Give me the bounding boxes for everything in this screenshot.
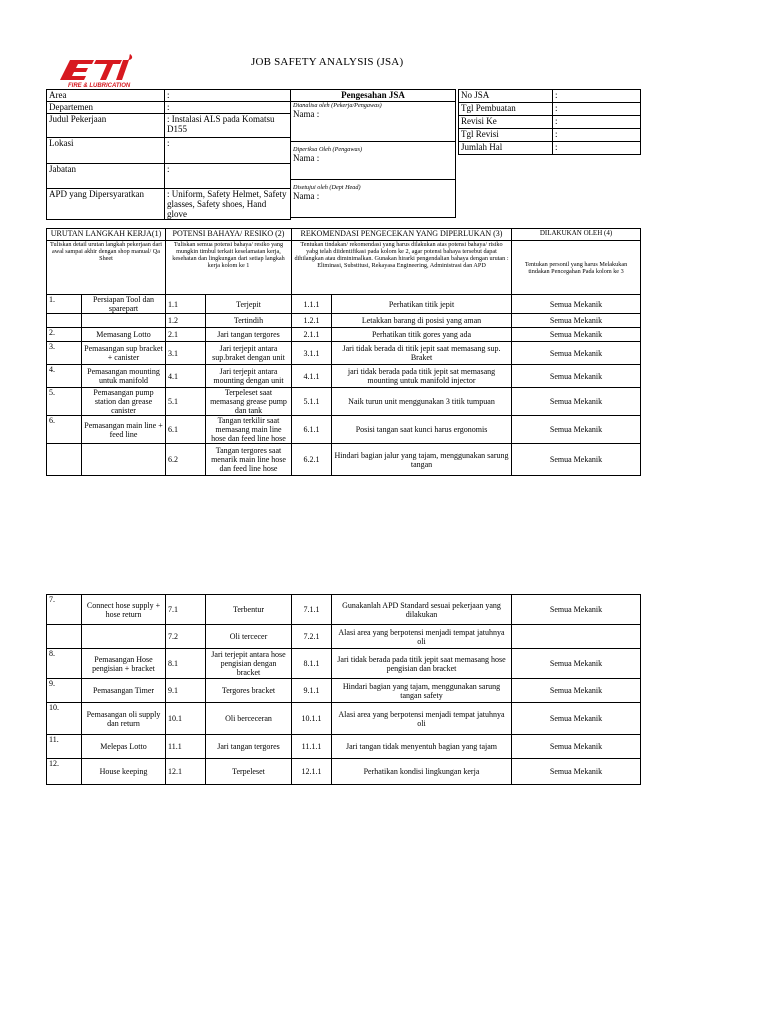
- recommendation-number: 6.1.1: [292, 416, 332, 444]
- recommendation-text: Alasi area yang berpotensi menjadi tempat jatuhnya oli: [332, 625, 512, 649]
- hazard-description: Jari tangan tergores: [206, 735, 292, 759]
- step-number: 6.: [47, 416, 82, 444]
- meta-label: Jumlah Hal: [459, 142, 553, 155]
- step-number: [47, 444, 82, 476]
- performed-by: Semua Mekanik: [512, 365, 641, 388]
- step-number: 9.: [47, 679, 82, 703]
- recommendation-number: 9.1.1: [292, 679, 332, 703]
- approval-block-analyzed: [291, 102, 456, 142]
- table-row: [47, 444, 641, 476]
- approval-block-approved: [291, 180, 456, 218]
- meta-value: :: [553, 142, 641, 155]
- performed-by: Semua Mekanik: [512, 735, 641, 759]
- info-label: APD yang Dipersyaratkan: [47, 189, 165, 220]
- table-row: [47, 314, 641, 328]
- info-label: Area: [47, 90, 165, 102]
- recommendation-text: Naik turun unit menggunakan 3 titik tumpuan: [332, 388, 512, 416]
- step-description: Memasang Lotto: [82, 328, 166, 342]
- step-description: Pemasangan Timer: [82, 679, 166, 703]
- table-row: [47, 595, 641, 625]
- table-row: [47, 703, 641, 735]
- approval-caption: Dianalisa oleh (Pekerja/Pengawas): [293, 102, 382, 109]
- meta-value: :: [553, 129, 641, 142]
- step-description: Connect hose supply + hose return: [82, 595, 166, 625]
- recommendation-text: Hindari bagian yang tajam, menggunakan sarung tangan safety: [332, 679, 512, 703]
- hazard-number: 5.1: [166, 388, 206, 416]
- approval-name-label: Nama :: [293, 109, 320, 119]
- hazard-description: Jari terjepit antara sup.braket dengan unit: [206, 342, 292, 365]
- eti-logo: [60, 54, 140, 90]
- info-value: :: [165, 164, 291, 189]
- recommendation-number: 2.1.1: [292, 328, 332, 342]
- recommendation-number: 12.1.1: [292, 759, 332, 785]
- hazard-description: Terpeleset: [206, 759, 292, 785]
- step-description: [82, 625, 166, 649]
- hazard-description: Jari tangan tergores: [206, 328, 292, 342]
- info-label: Jabatan: [47, 164, 165, 189]
- performed-by: Semua Mekanik: [512, 388, 641, 416]
- approval-caption: Diperiksa Oleh (Pengawas): [293, 146, 363, 153]
- column-header-hazards: POTENSI BAHAYA/ RESIKO (2): [166, 229, 292, 241]
- hazard-number: 7.2: [166, 625, 206, 649]
- step-number: 11.: [47, 735, 82, 759]
- hazard-description: Terpeleset saat memasang grease pump dan tank: [206, 388, 292, 416]
- meta-value: :: [553, 116, 641, 129]
- meta-label: Tgl Pembuatan: [459, 103, 553, 116]
- meta-label: No JSA: [459, 90, 553, 103]
- recommendation-text: Jari tidak berada pada titik jepit saat memasang hose pengisian dan bracket: [332, 649, 512, 679]
- meta-label: Tgl Revisi: [459, 129, 553, 142]
- hazard-number: 9.1: [166, 679, 206, 703]
- recommendation-text: Jari tidak berada di titik jepit saat memasang sup. Braket: [332, 342, 512, 365]
- table-row: [47, 365, 641, 388]
- step-number: 4.: [47, 365, 82, 388]
- step-description: Persiapan Tool dan sparepart: [82, 295, 166, 314]
- performed-by: Semua Mekanik: [512, 314, 641, 328]
- info-value: :: [165, 102, 291, 114]
- meta-value: :: [553, 103, 641, 116]
- step-number: 2.: [47, 328, 82, 342]
- jsa-table: [46, 228, 641, 476]
- hazard-number: 6.1: [166, 416, 206, 444]
- meta-table: [458, 89, 641, 155]
- hazard-number: 4.1: [166, 365, 206, 388]
- hazard-number: 8.1: [166, 649, 206, 679]
- hazard-description: Tertindih: [206, 314, 292, 328]
- column-desc-steps: Tuliskan detail urutan langkah pekerjaan dari awal sampai akhir dengan shop manual/ Qa Sheet: [47, 241, 166, 295]
- table-row: [47, 735, 641, 759]
- column-desc-performed-by: Tentukan personil yang harus Melakukan tindakan Pencegahan Pada kolom ke 3: [512, 241, 641, 295]
- recommendation-number: 5.1.1: [292, 388, 332, 416]
- hazard-description: Oli berceceran: [206, 703, 292, 735]
- performed-by: Semua Mekanik: [512, 342, 641, 365]
- performed-by: Semua Mekanik: [512, 703, 641, 735]
- info-value: :: [165, 90, 291, 102]
- recommendation-text: Hindari bagian jalur yang tajam, menggunakan sarung tangan: [332, 444, 512, 476]
- recommendation-text: Perhatikan titik gores yang ada: [332, 328, 512, 342]
- column-desc-hazards: Tuliskan semua potensi bahaya/ resiko yang mungkin timbul terkait keselamatan kerja, kesehatan dan lingkungan dari setiap langkah kerja kolom ke 1: [166, 241, 292, 295]
- approval-table: [290, 89, 456, 218]
- recommendation-text: Jari tangan tidak menyentuh bagian yang tajam: [332, 735, 512, 759]
- step-description: House keeping: [82, 759, 166, 785]
- hazard-description: Terbentur: [206, 595, 292, 625]
- approval-block-checked: [291, 142, 456, 180]
- recommendation-text: Perhatikan titik jepit: [332, 295, 512, 314]
- step-number: 8.: [47, 649, 82, 679]
- step-description: [82, 444, 166, 476]
- meta-value: :: [553, 90, 641, 103]
- step-number: 10.: [47, 703, 82, 735]
- step-number: 12.: [47, 759, 82, 785]
- column-header-performed-by: DILAKUKAN OLEH (4): [512, 229, 641, 241]
- recommendation-text: Alasi area yang berpotensi menjadi tempat jatuhnya oli: [332, 703, 512, 735]
- approval-header: Pengesahan JSA: [291, 90, 456, 102]
- hazard-number: 1.2: [166, 314, 206, 328]
- table-row: [47, 388, 641, 416]
- hazard-description: Terjepit: [206, 295, 292, 314]
- step-description: Pemasangan mounting untuk manifold: [82, 365, 166, 388]
- jsa-table-continued: [46, 594, 641, 785]
- hazard-description: Tergores bracket: [206, 679, 292, 703]
- approval-caption: Disetujui oleh (Dept Head): [293, 184, 361, 191]
- table-row: [47, 328, 641, 342]
- table-row: [47, 295, 641, 314]
- recommendation-number: 11.1.1: [292, 735, 332, 759]
- recommendation-text: Letakkan barang di posisi yang aman: [332, 314, 512, 328]
- info-value: : Uniform, Safety Helmet, Safety glasses, Safety shoes, Hand glove: [165, 189, 291, 220]
- recommendation-text: Perhatikan kondisi lingkungan kerja: [332, 759, 512, 785]
- hazard-description: Jari terjepit antara hose pengisian dengan bracket: [206, 649, 292, 679]
- hazard-description: Jari terjepit antara mounting dengan unit: [206, 365, 292, 388]
- info-table: [46, 89, 291, 220]
- table-row: [47, 679, 641, 703]
- step-description: Pemasangan oli supply dan return: [82, 703, 166, 735]
- info-label: Departemen: [47, 102, 165, 114]
- meta-label: Revisi Ke: [459, 116, 553, 129]
- approval-name-label: Nama :: [293, 153, 320, 163]
- hazard-description: Tangan terkilir saat memasang main line hose dan feed line hose: [206, 416, 292, 444]
- recommendation-text: Posisi tangan saat kunci harus ergonomis: [332, 416, 512, 444]
- table-row: [47, 759, 641, 785]
- column-header-recommendations: REKOMENDASI PENGECEKAN YANG DIPERLUKAN (3): [292, 229, 512, 241]
- hazard-number: 12.1: [166, 759, 206, 785]
- info-value: : Instalasi ALS pada Komatsu D155: [165, 114, 291, 138]
- performed-by: Semua Mekanik: [512, 295, 641, 314]
- hazard-number: 6.2: [166, 444, 206, 476]
- info-value: :: [165, 138, 291, 164]
- performed-by: Semua Mekanik: [512, 759, 641, 785]
- performed-by: Semua Mekanik: [512, 416, 641, 444]
- hazard-number: 1.1: [166, 295, 206, 314]
- step-description: Melepas Lotto: [82, 735, 166, 759]
- hazard-number: 2.1: [166, 328, 206, 342]
- step-number: 1.: [47, 295, 82, 314]
- step-description: Pemasangan Hose pengisian + bracket: [82, 649, 166, 679]
- hazard-number: 3.1: [166, 342, 206, 365]
- info-label: Judul Pekerjaan: [47, 114, 165, 138]
- step-number: 5.: [47, 388, 82, 416]
- recommendation-number: 7.2.1: [292, 625, 332, 649]
- info-label: Lokasi: [47, 138, 165, 164]
- table-row: [47, 416, 641, 444]
- step-number: [47, 314, 82, 328]
- hazard-number: 10.1: [166, 703, 206, 735]
- performed-by: Semua Mekanik: [512, 328, 641, 342]
- recommendation-text: jari tidak berada pada titik jepit sat memasang mounting untuk manifold injector: [332, 365, 512, 388]
- performed-by: Semua Mekanik: [512, 444, 641, 476]
- recommendation-number: 10.1.1: [292, 703, 332, 735]
- table-row: [47, 649, 641, 679]
- recommendation-text: Gunakanlah APD Standard sesuai pekerjaan yang dilakukan: [332, 595, 512, 625]
- column-header-steps: URUTAN LANGKAH KERJA(1): [47, 229, 166, 241]
- recommendation-number: 6.2.1: [292, 444, 332, 476]
- step-number: 3.: [47, 342, 82, 365]
- recommendation-number: 7.1.1: [292, 595, 332, 625]
- performed-by: [512, 625, 641, 649]
- column-desc-recommendations: Tentukan tindakan/ rekomendasi yang harus dilakukan atas potensi bahaya/ risiko yabg telah diidentifikasi pada kolom ke 2, agar potensi bahaya tersebut dapat dihilangkan atau diminimalkan. Gunakan hirarki pengendalian bahaya dengan urutan : Eliminasi, Substitusi, Rekayasa Engineering, Administrasi dan APD: [292, 241, 512, 295]
- hazard-description: Oli tercecer: [206, 625, 292, 649]
- step-description: Pemasangan pump station dan grease canister: [82, 388, 166, 416]
- step-number: 7.: [47, 595, 82, 625]
- document-title: JOB SAFETY ANALYSIS (JSA): [251, 56, 404, 68]
- logo-tagline: FIRE & LUBRICATION: [68, 83, 131, 89]
- table-row: [47, 625, 641, 649]
- recommendation-number: 8.1.1: [292, 649, 332, 679]
- hazard-number: 11.1: [166, 735, 206, 759]
- step-number: [47, 625, 82, 649]
- performed-by: Semua Mekanik: [512, 595, 641, 625]
- step-description: Pemasangan sup bracket + canister: [82, 342, 166, 365]
- performed-by: Semua Mekanik: [512, 649, 641, 679]
- performed-by: Semua Mekanik: [512, 679, 641, 703]
- hazard-description: Tangan tergores saat menarik main line hose dan feed line hose: [206, 444, 292, 476]
- table-row: [47, 342, 641, 365]
- recommendation-number: 1.2.1: [292, 314, 332, 328]
- step-description: [82, 314, 166, 328]
- recommendation-number: 3.1.1: [292, 342, 332, 365]
- hazard-number: 7.1: [166, 595, 206, 625]
- approval-name-label: Nama :: [293, 191, 320, 201]
- step-description: Pemasangan main line + feed line: [82, 416, 166, 444]
- recommendation-number: 4.1.1: [292, 365, 332, 388]
- recommendation-number: 1.1.1: [292, 295, 332, 314]
